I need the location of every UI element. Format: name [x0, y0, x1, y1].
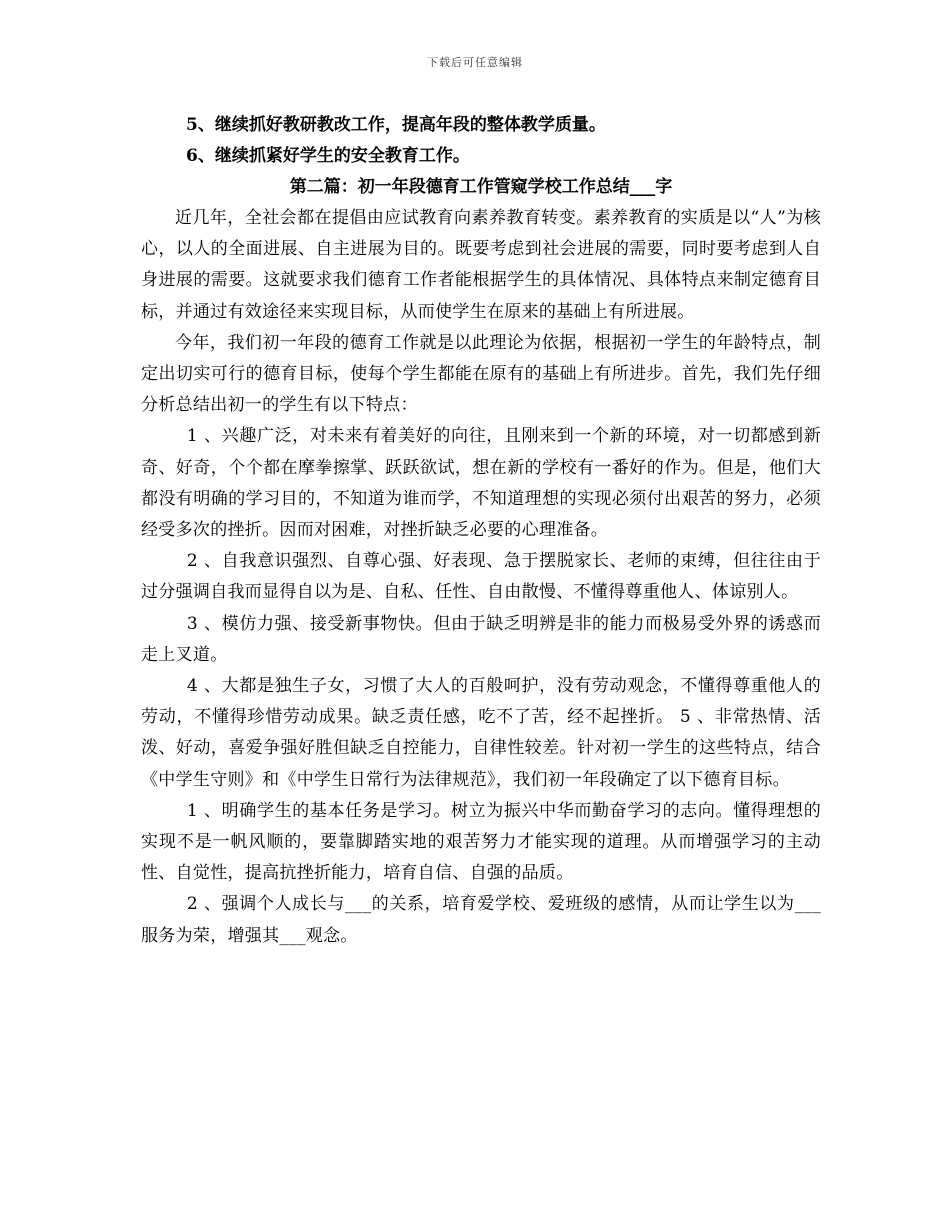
paragraph-trait-1: 1 、兴趣广泛，对未来有着美好的向往，且刚来到一个新的环境，对一切都感到新奇、好奇，个个都在摩拳擦掌、跃跃欲试，想在新的学校有一番好的作为。但是，他们大都没有明确的学习目的，不知道为谁而学，不知道理想的实现必须付出艰苦的努力，必须经受多次的挫折。因而对困难，对挫折缺乏必要的心理准备。	[141, 426, 821, 541]
document-body	[141, 110, 821, 952]
section-title: 第二篇：初一年段德育工作管窥学校工作总结___字	[289, 177, 673, 197]
paragraph-trait-4-5: 4 、大都是独生子女，习惯了大人的百般呵护，没有劳动观念，不懂得尊重他人的劳动，不懂得珍惜劳动成果。缺乏责任感，吃不了苦，经不起挫折。 5 、非常热情、活泼、好动，喜爱争强好胜但缺乏自控能力，自律性较差。针对初一学生的这些特点，结合《中学生守则》和《中学生日常行为法律规范》，我们初一年段确定了以下德育目标。	[141, 676, 821, 790]
paragraph-intro: 近几年，全社会都在提倡由应试教育向素养教育转变。素养教育的实质是以“人”为核心，以人的全面进展、自主进展为目的。既要考虑到社会进展的需要，同时要考虑到人自身进展的需要。这就要求我们德育工作者能根据学生的具体情况、具体特点来制定德育目标，并通过有效途径来实现目标，从而使学生在原来的基础上有所进展。	[141, 208, 821, 322]
page-header: 下载后可任意编辑	[427, 56, 523, 69]
paragraph-goal-2: 2 、强调个人成长与___的关系，培育爱学校、爱班级的感情，从而让学生以为___服务为荣，增强其___观念。	[141, 894, 821, 946]
goal-item-6: 6、继续抓紧好学生的安全教育工作。	[186, 146, 470, 166]
paragraph-goal-1: 1 、明确学生的基本任务是学习。树立为振兴中华而勤奋学习的志向。懂得理想的实现不是一帆风顺的，要靠脚踏实地的艰苦努力才能实现的道理。从而增强学习的主动性、自觉性，提高抗挫折能力，培育自信、自强的品质。	[141, 800, 821, 884]
paragraph-trait-3: 3 、模仿力强、接受新事物快。但由于缺乏明辨是非的能力而极易受外界的诱惑而走上叉道。	[141, 613, 821, 665]
paragraph-trait-2: 2 、自我意识强烈、自尊心强、好表现、急于摆脱家长、老师的束缚，但往往由于过分强调自我而显得自以为是、自私、任性、自由散慢、不懂得尊重他人、体谅别人。	[141, 551, 821, 603]
paragraph-this-year: 今年，我们初一年段的德育工作就是以此理论为依据，根据初一学生的年龄特点，制定出切实可行的德育目标，使每个学生都能在原有的基础上有所进步。首先，我们先仔细分析总结出初一的学生有以下特点：	[141, 332, 821, 416]
goal-item-5: 5、继续抓好教研教改工作，提高年段的整体教学质量。	[186, 115, 606, 135]
